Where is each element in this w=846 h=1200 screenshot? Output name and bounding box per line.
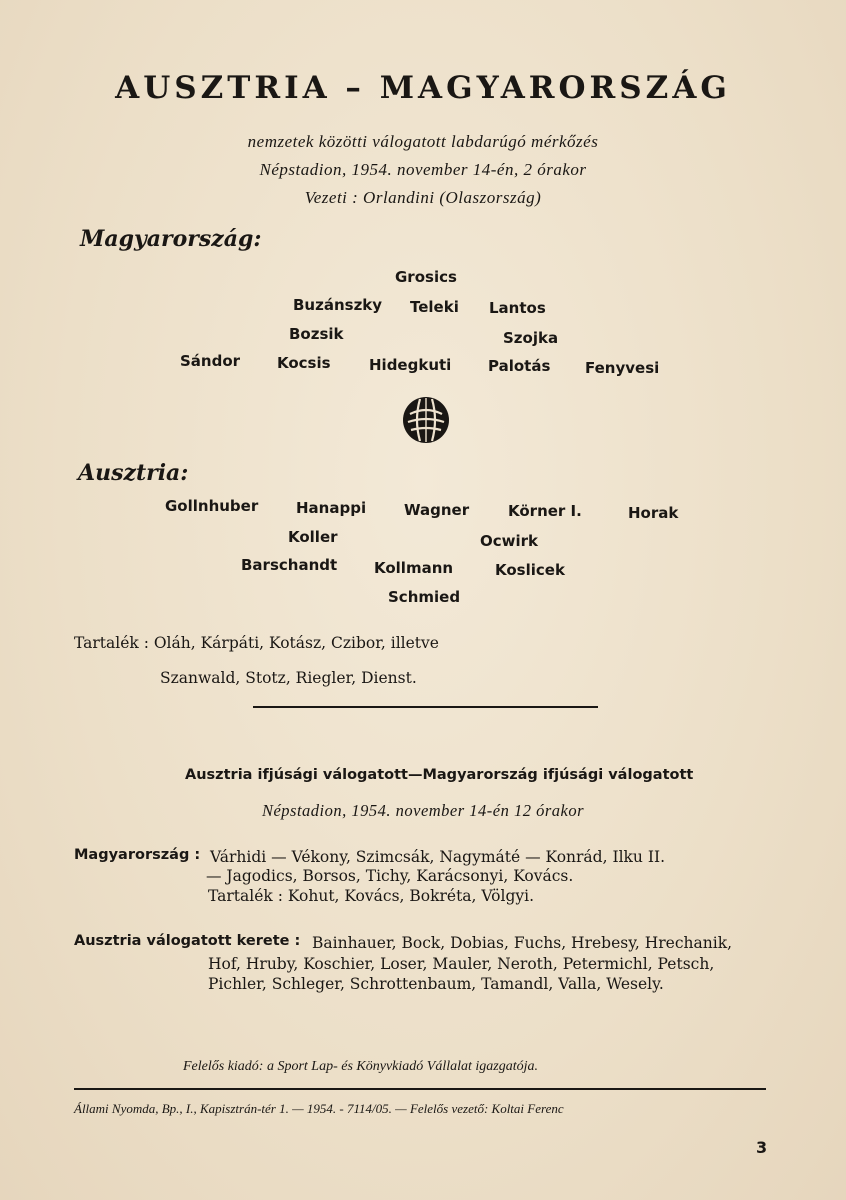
divider	[253, 706, 598, 708]
reserves-line-2: Szanwald, Stotz, Riegler, Dienst.	[160, 669, 417, 687]
printer-note: Állami Nyomda, Bp., I., Kapisztrán-tér 1. — 1954. - 7114/05. — Felelős vezető: Koltai Ferenc	[74, 1101, 564, 1116]
youth-hungary-line-1: Várhidi — Vékony, Szimcsák, Nagymáté — Konrád, Ilku II.	[210, 848, 665, 866]
footer-rule	[74, 1088, 766, 1090]
hungary-heading: Magyarország:	[80, 226, 262, 252]
youth-hungary-reserves: Tartalék : Kohut, Kovács, Bokréta, Völgyi.	[208, 887, 535, 905]
austria-forward: Wagner	[404, 501, 470, 519]
austria-forward: Horak	[628, 504, 679, 522]
hungary-goalkeeper: Grosics	[395, 268, 457, 286]
football-icon	[402, 396, 450, 444]
hungary-forward: Kocsis	[277, 354, 331, 372]
hungary-halfback: Bozsik	[289, 325, 344, 343]
hungary-forward: Palotás	[488, 357, 551, 375]
austria-defender: Barschandt	[241, 556, 338, 574]
match-description: nemzetek közötti válogatott labdarúgó mérkőzés	[247, 132, 599, 151]
youth-austria-line-2: Hof, Hruby, Koschier, Loser, Mauler, Neroth, Petermichl, Petsch,	[208, 955, 715, 973]
hungary-defender: Lantos	[489, 299, 546, 317]
page-number: 3	[756, 1138, 768, 1157]
austria-defender: Koslicek	[495, 561, 565, 579]
youth-hungary-label: Magyarország :	[74, 847, 201, 863]
austria-forward: Gollnhuber	[165, 497, 259, 515]
hungary-forward: Fenyvesi	[585, 359, 660, 377]
hungary-forward: Hidegkuti	[369, 356, 452, 374]
reserves-line-1: Tartalék : Oláh, Kárpáti, Kotász, Czibor, illetve	[74, 634, 439, 652]
austria-forward: Körner I.	[508, 502, 582, 520]
austria-heading: Ausztria:	[78, 460, 189, 486]
austria-halfback: Ocwirk	[480, 532, 539, 550]
match-referee: Vezeti : Orlandini (Olaszország)	[304, 188, 542, 207]
youth-hungary-line-2: — Jagodics, Borsos, Tichy, Karácsonyi, Kovács.	[206, 867, 574, 885]
austria-halfback: Koller	[288, 528, 338, 546]
hungary-defender: Teleki	[410, 298, 459, 316]
youth-austria-line-1: Bainhauer, Bock, Dobias, Fuchs, Hrebesy, Hrechanik,	[312, 934, 733, 952]
match-venue-time: Népstadion, 1954. november 14-én, 2 órakor	[259, 160, 587, 179]
austria-defender: Kollmann	[374, 559, 454, 577]
hungary-halfback: Szojka	[503, 329, 559, 347]
hungary-defender: Buzánszky	[293, 296, 383, 314]
publisher-note: Felelős kiadó: a Sport Lap- és Könyvkiadó Vállalat igazgatója.	[183, 1059, 539, 1074]
page-title: AUSZTRIA – MAGYARORSZÁG	[115, 70, 731, 106]
austria-forward: Hanappi	[296, 499, 367, 517]
youth-match-title: Ausztria ifjúsági válogatott—Magyarország ifjúsági válogatott	[185, 767, 694, 783]
youth-match-venue: Népstadion, 1954. november 14-én 12 órakor	[261, 801, 585, 820]
austria-goalkeeper: Schmied	[388, 588, 461, 606]
youth-austria-line-3: Pichler, Schleger, Schrottenbaum, Tamandl, Valla, Wesely.	[208, 975, 664, 993]
youth-austria-label: Ausztria válogatott kerete :	[74, 933, 301, 949]
hungary-forward: Sándor	[180, 352, 241, 370]
